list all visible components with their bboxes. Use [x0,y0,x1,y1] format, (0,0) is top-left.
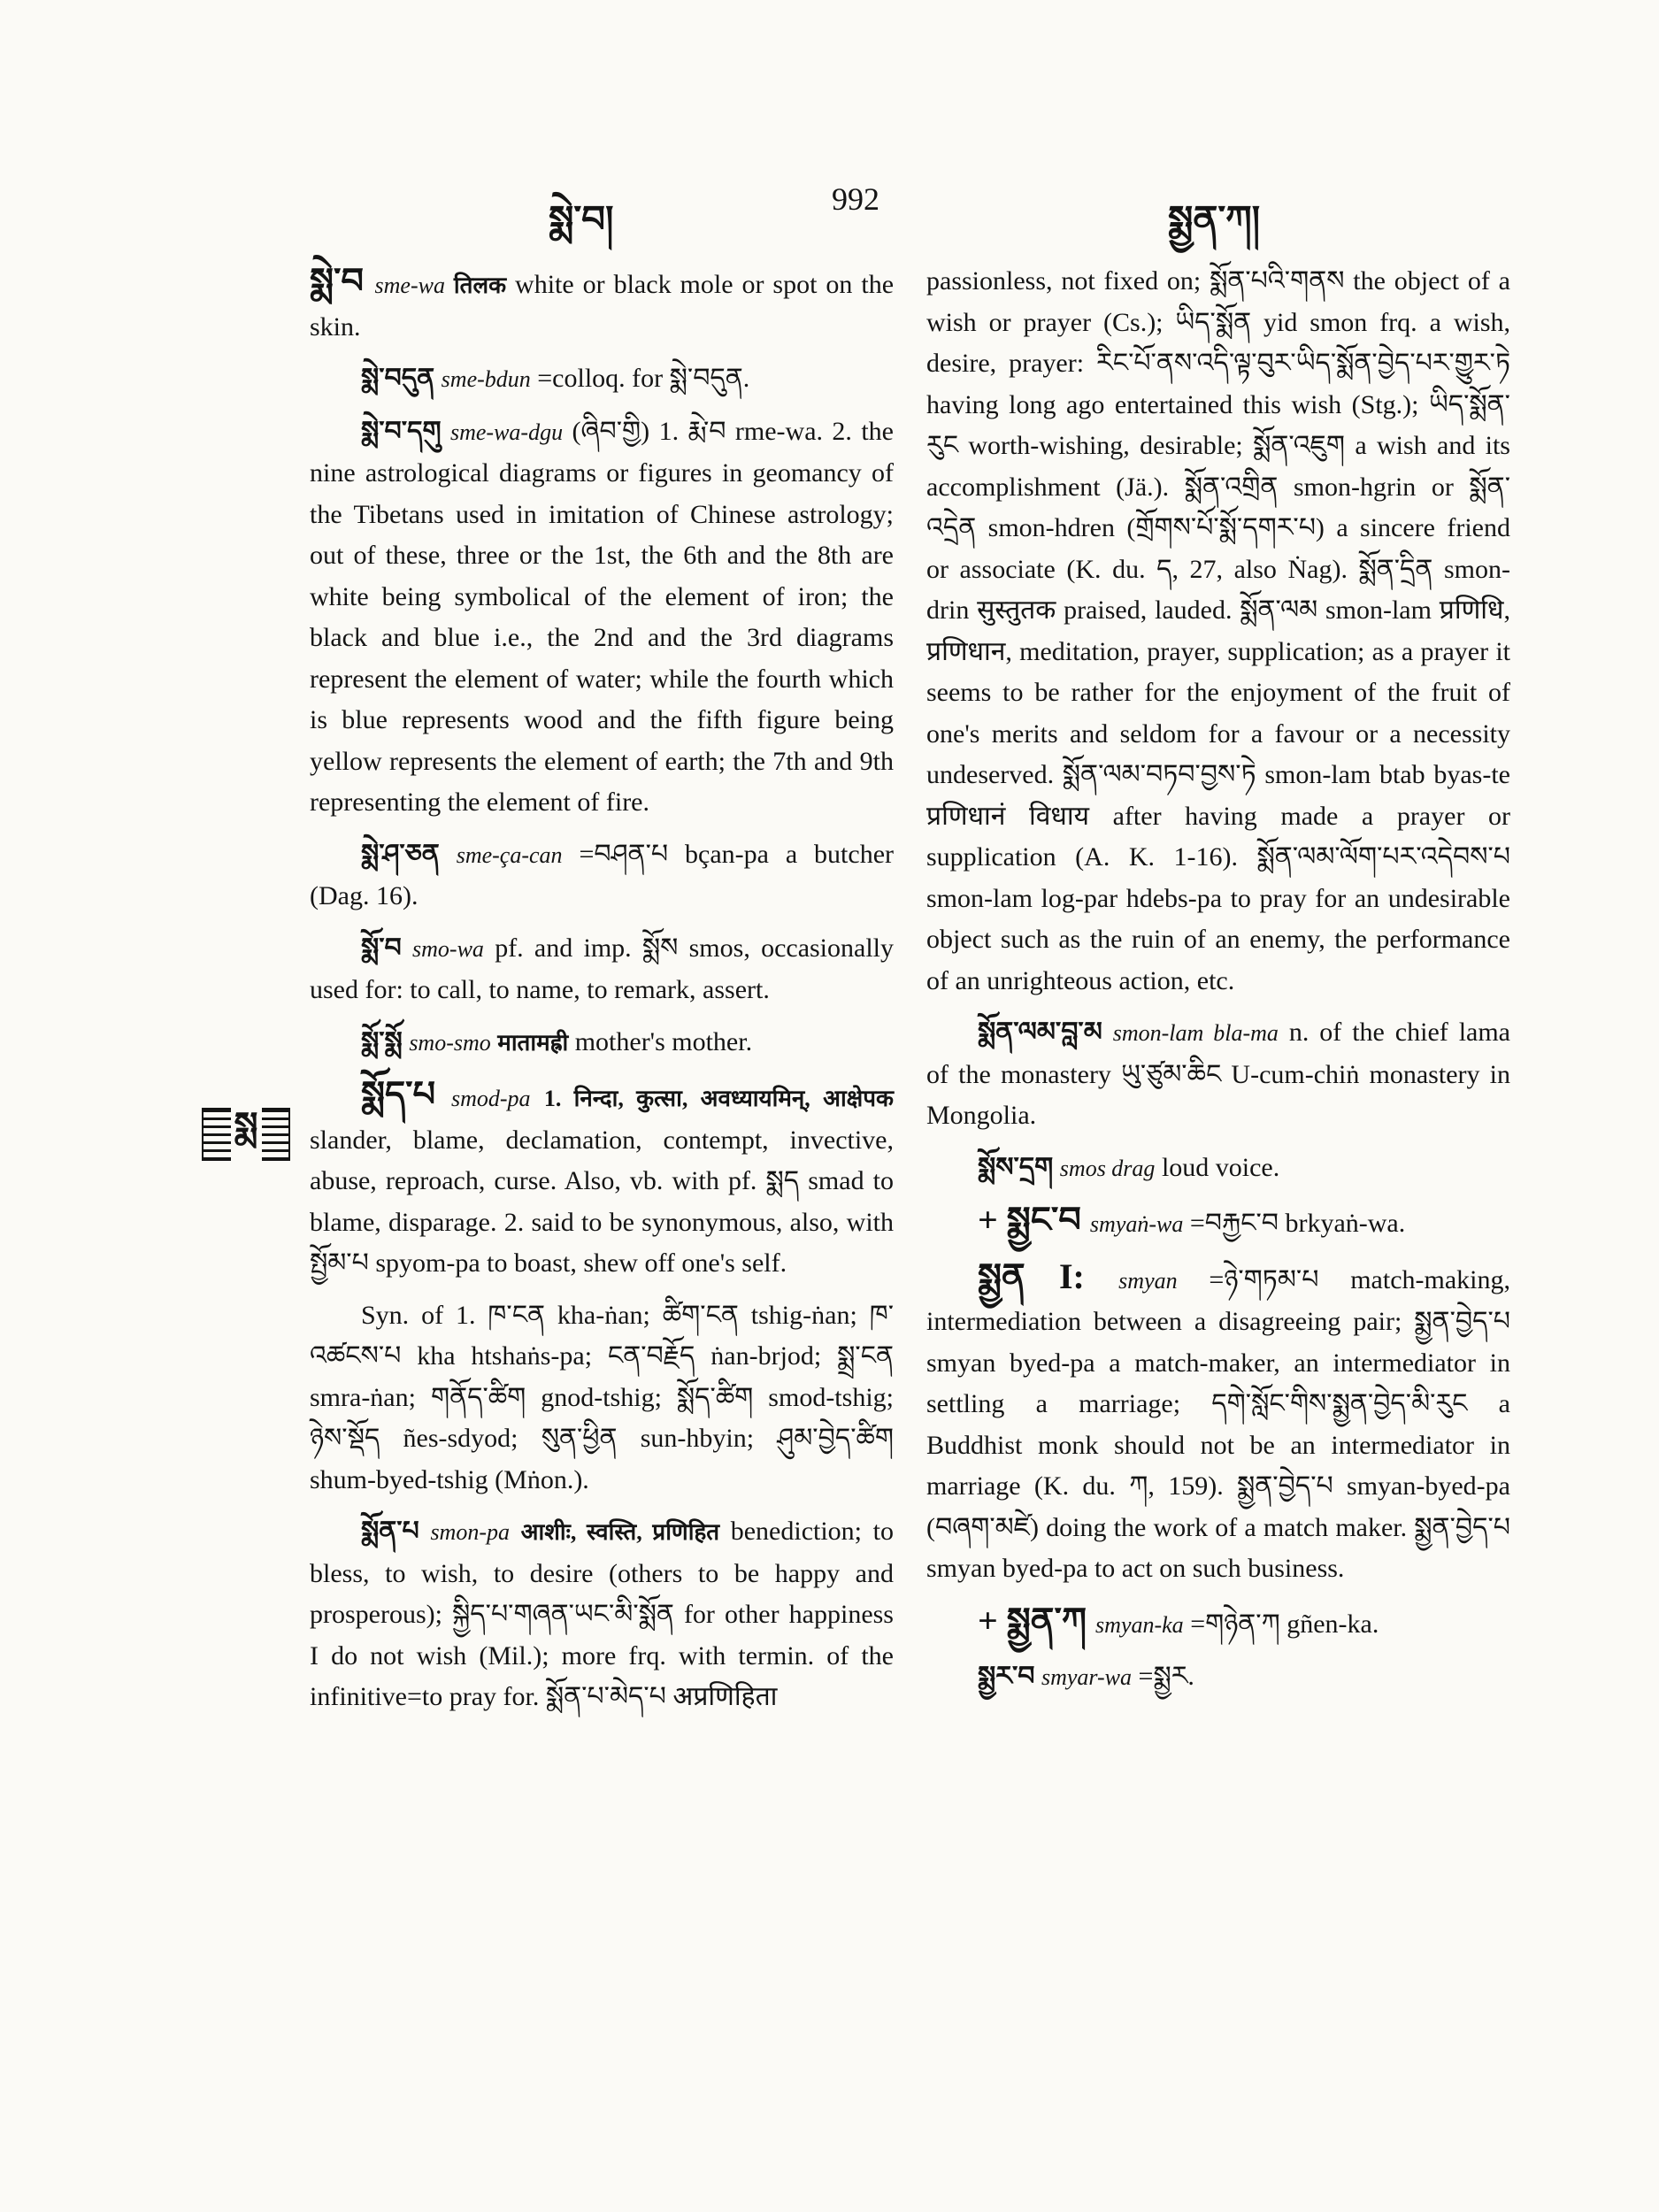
entry-definition: benediction; to bless, to wish, to desire (others to be happy and prosperous); སྐྱིད་པ་གཞན་ཡང་མི་སྨོན for other happiness I do not wish (Mil.); more frq. with termin. of the infinitive=to pray for. སྨོན་པ་མེད་པ अप्रणिहिता [310,1517,894,1711]
entry-transliteration: sme-wa-dgu [450,419,564,445]
entry-sanskrit: आशीः, स्वस्ति, प्रणिहित [520,1519,720,1545]
entry-headword: སྨྱན I: [978,1256,1119,1296]
section-thumb-index: སྨ [202,1108,290,1161]
entry-transliteration: smo-smo [409,1029,491,1056]
entry-headword: སྨོན་པ [361,1517,431,1546]
page-number: 992 [832,181,879,217]
entry-definition: n. of the chief lama of the monastery ཡུ་ཙུམ་ཆིང U-cum-chiṅ monastery in Mongolia. [926,1018,1511,1130]
entry-headword: སྨོས་དྲག [978,1152,1060,1182]
entry-definition: =སྨྱར. [1138,1662,1194,1691]
entry-sanskrit: 1. निन्दा, कुत्सा, अवध्यायमिन्, आक्षेपक [543,1086,895,1111]
dictionary-entry [926,1656,1510,1699]
dictionary-entry [310,1511,894,1718]
entry-definition: white or black mole or spot on the skin. [310,270,895,342]
entry-transliteration: sme-ça-can [456,841,563,868]
entry-definition: (ཞིབ་གྱི) 1. རྨེ་བ rme-wa. 2. the nine astrological diagrams or figures in geomancy of the Tibetans used in imitation of Chinese astrology; out of these, three or the 1st, the 6th and the 8th are white being symbolical of the element of iron; the black and blue i.e., the 2nd and the 3rd diagrams represent the element of water; while the fourth which is blue represents wood and the fifth figure being yellow represents the element of earth; the 7th and 9th representing the element of fire. [310,416,894,817]
entry-headword: + སྨྱང་བ [978,1200,1090,1240]
dictionary-entry [310,1074,894,1285]
entry-headword: སྨོ་བ [361,933,413,963]
entry-headword: སྨྱར་བ [978,1662,1041,1691]
entry-headword: སྨོད་པ [361,1074,451,1114]
entry-transliteration: smyar-wa [1041,1664,1133,1690]
entry-headword: སྨེ་བ་དགུ [361,416,450,446]
entry-transliteration: smyaṅ-wa [1089,1211,1184,1237]
header-guide-word-right: སྨྱན་ཀ། [1168,200,1261,241]
dictionary-entry [310,1022,894,1064]
dictionary-entry [926,1148,1510,1190]
entry-transliteration: smon-pa [430,1519,510,1545]
entry-definition: =གཉེན་ཀ gñen-ka. [1190,1609,1379,1639]
entry-definition: slander, blame, declamation, contempt, invective, abuse, reproach, curse. Also, vb. with pf. སྨད smad to blame, disparage. 2. said to be synonymous, also, with སྤྱོམ་པ spyom-pa to boast, shew off one's self. [310,1125,894,1278]
dictionary-entry [926,1256,1510,1590]
entry-definition: =colloq. for སྨེ་བདུན. [537,364,750,393]
dictionary-entry [310,411,894,824]
entry-headword: སྨེ་ཤ་ཅན [361,839,457,869]
entry-transliteration: smon-lam bla-ma [1112,1020,1279,1046]
dictionary-entry [310,1295,894,1502]
entry-transliteration: smyan-ka [1095,1611,1184,1638]
entry-transliteration: sme-bdun [441,366,531,392]
dictionary-entry [926,1601,1510,1647]
entry-sanskrit: मातामह्री [497,1029,569,1056]
entry-headword: སྨེ་བ [310,261,375,301]
entry-definition: passionless, not fixed on; སྨོན་པའི་གནས the object of a wish or prayer (Cs.); ཡིད་སྨོན yid smon frq. a wish, desire, prayer: རིང་པོ་ནས་འདི་ལྟ་བུར་ཡིད་སྨོན་བྱེད་པར་གྱུར་ཏེ having long ago entertained this wish (Stg.); ཡིད་སྨོན་རུང worth-wishing, desirable; སྨོན་འཇུག a wish and its accomplishment (Jä.). སྨོན་འགྲིན smon-hgrin or སྨོན་འདྲེན smon-hdren (གྲོགས་པོ་སྨོ་དགར་པ) a sincere friend or associate (K. du. ད, 27, also Ṅag). སྨོན་དྲིན smon-drin सुस्तुतक praised, lauded. སྨོན་ལམ smon-lam प्रणिधि, प्रणिधान, meditation, prayer, supplication; as a prayer it seems to be rather for the enjoyment of the fruit of one's merits and seldom for a favour or a necessity undeserved. སྨོན་ལམ་བཏབ་བྱས་ཏེ smon-lam btab byas-te प्रणिधानं विधाय after having made a prayer or supplication (A. K. 1-16). སྨོན་ལམ་ལོག་པར་འདེབས་པ smon-lam log-par hdebs-pa to pray for an undesirable object such as the ruin of an enemy, the performance of an unrighteous action, etc. [926,266,1510,995]
dictionary-entry [310,358,894,401]
entry-transliteration: sme-wa [374,273,445,298]
header-guide-word-left: སྨེ་བ། [549,200,614,241]
page-header [0,177,1659,239]
entry-headword: སྨོ་སྨོ [361,1026,410,1056]
entry-definition: =ཉེ་གཏམ་པ match-making, intermediation between a disagreeing pair; སྨྱན་བྱེད་པ smyan byed-pa a match-maker, an intermediator in settling a marriage; དགེ་སློང་གིས་སྨྱན་བྱེད་མི་རུང a Buddhist monk should not be an intermediator in marriage (K. du. ཀ, 159). སྨྱན་བྱེད་པ smyan-byed-pa (བཞག་མཛེ) doing the work of a match maker. སྨྱན་བྱེད་པ smyan byed-pa to act on such business. [926,1264,1510,1583]
dictionary-entry [310,928,894,1011]
dictionary-entry [926,261,1510,1002]
dictionary-entry [310,834,894,918]
entry-sanskrit: तिलक [453,273,507,298]
entry-headword: སྨེ་བདུན [361,364,442,393]
left-column [310,261,894,1729]
entry-headword: + སྨྱན་ཀ [978,1600,1096,1640]
entry-transliteration: smyan [1118,1267,1178,1294]
dictionary-entry [926,1200,1510,1246]
entry-definition: pf. and imp. སྨོས smos, occasionally used for: to call, to name, to remark, assert. [310,933,895,1004]
entry-definition: loud voice. [1161,1152,1280,1182]
entry-definition: =བརྐྱང་བ brkyaṅ-wa. [1189,1209,1406,1238]
entry-definition: =བཤན་པ bçan-pa a butcher (Dag. 16). [310,839,895,910]
entry-definition: Syn. of 1. ཁ་ངན kha-ṅan; ཚིག་ངན tshig-ṅan; ཁ་འཚངས་པ kha htshaṅs-pa; ངན་བརྗོད ṅan-brjod; སྨྲ་ངན smra-ṅan; གནོད་ཚིག gnod-tshig; སྨོད་ཚིག smod-tshig; ཉེས་སྡོད ñes-sdyod; སུན་ཕྱིན sun-hbyin; ཤུམ་བྱེད་ཚིག shum-byed-tshig (Mṅon.). [310,1300,894,1494]
right-column [926,261,1510,1709]
entry-transliteration: smos drag [1059,1155,1156,1181]
dictionary-entry [926,1012,1510,1137]
entry-headword: སྨོན་ལམ་བླ་མ [978,1018,1113,1047]
entry-transliteration: smod-pa [450,1086,531,1111]
entry-transliteration: smo-wa [412,935,484,962]
dictionary-entry [310,261,894,348]
entry-definition: mother's mother. [568,1026,753,1056]
